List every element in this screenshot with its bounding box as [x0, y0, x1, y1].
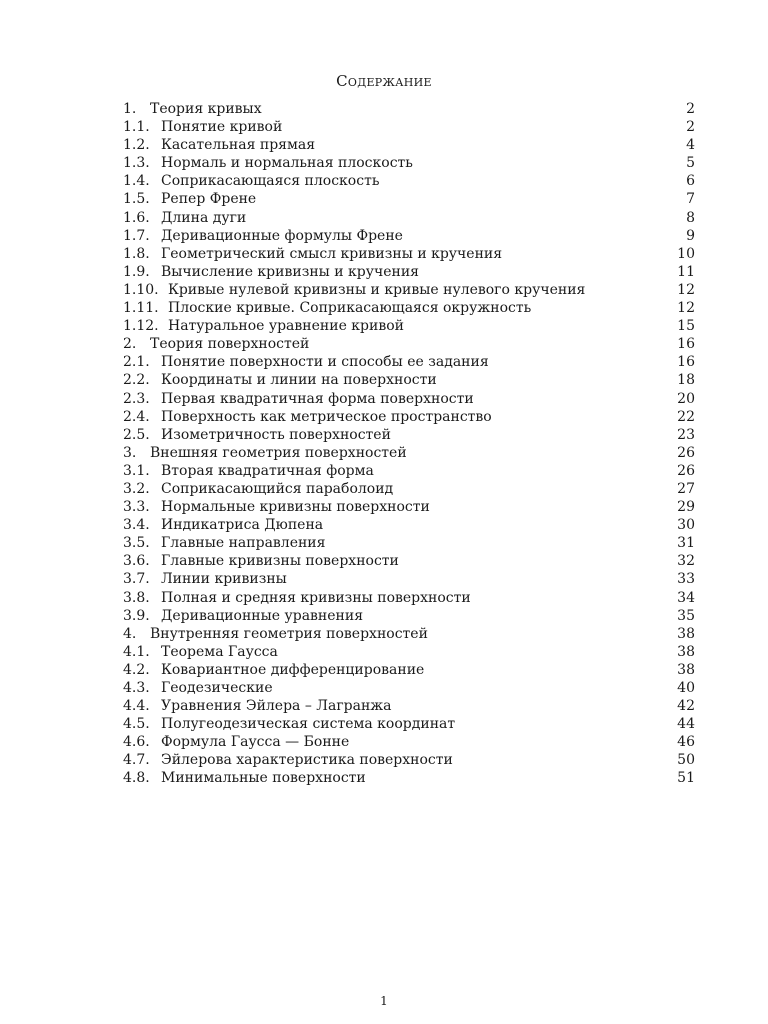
toc-entry[interactable] [123, 317, 695, 335]
toc-entry[interactable] [123, 516, 695, 534]
toc-entry[interactable] [123, 643, 695, 661]
toc-entry[interactable] [123, 625, 695, 643]
toc-entry-number: 1.7. [123, 227, 150, 244]
toc-entry-title: Формула Гаусса — Бонне [161, 734, 350, 751]
toc-entry-number: 2. [123, 336, 137, 353]
toc-entry[interactable] [123, 589, 695, 607]
toc-entry-page: 44 [677, 716, 695, 733]
toc-entry[interactable] [123, 534, 695, 552]
toc-entry-number: 2.5. [123, 426, 150, 443]
toc-entry[interactable] [123, 390, 695, 408]
toc-entry-page: 29 [677, 499, 695, 516]
toc-entry-page: 20 [677, 390, 695, 407]
toc-entry-number: 2.3. [123, 390, 150, 407]
toc-entry-title: Полугеодезическая система координат [161, 716, 456, 733]
toc-entry[interactable] [123, 154, 695, 172]
toc-entry[interactable] [123, 371, 695, 389]
toc-entry-title: Геометрический смысл кривизны и кручения [161, 245, 503, 262]
toc-entry[interactable] [123, 661, 695, 679]
toc-entry[interactable] [123, 281, 695, 299]
toc-entry[interactable] [123, 715, 695, 733]
toc-entry-page: 8 [686, 209, 695, 226]
toc-entry-title: Соприкасающаяся плоскость [161, 173, 380, 190]
toc-entry[interactable] [123, 100, 695, 118]
toc-entry-page: 33 [677, 571, 695, 588]
toc-entry[interactable] [123, 118, 695, 136]
toc-entry-title: Теорема Гаусса [161, 643, 278, 660]
toc-entry-page: 38 [677, 661, 695, 678]
toc-entry-number: 3.7. [123, 571, 150, 588]
toc-entry-title: Деривационные уравнения [161, 607, 364, 624]
toc-entry-page: 23 [677, 426, 695, 443]
toc-entry[interactable] [123, 299, 695, 317]
toc-entry-number: 4.7. [123, 752, 150, 769]
toc-entry-number: 3.2. [123, 480, 150, 497]
toc-entry-title: Главные направления [161, 535, 326, 552]
toc-entry-title: Натуральное уравнение кривой [168, 318, 404, 335]
toc-entry[interactable] [123, 227, 695, 245]
toc-entry-title: Понятие поверхности и способы ее задания [161, 354, 489, 371]
toc-entry-title: Плоские кривые. Соприкасающаяся окружность [168, 300, 532, 317]
toc-entry-page: 6 [686, 173, 695, 190]
toc-entry[interactable] [123, 480, 695, 498]
toc-entry-page: 51 [677, 770, 695, 787]
toc-entry-title: Вычисление кривизны и кручения [161, 263, 420, 280]
toc-entry-title: Касательная прямая [161, 137, 316, 154]
toc-entry-page: 4 [686, 137, 695, 154]
toc-entry-number: 1.8. [123, 245, 150, 262]
toc-entry-title: Кривые нулевой кривизны и кривые нулевого кручения [168, 281, 586, 298]
page-number: 1 [380, 994, 388, 1008]
toc-entry-number: 1.9. [123, 263, 150, 280]
toc-entry[interactable] [123, 408, 695, 426]
toc-entry[interactable] [123, 444, 695, 462]
toc-entry-title: Минимальные поверхности [161, 770, 366, 787]
toc-entry-number: 1.3. [123, 155, 150, 172]
toc-entry-title: Поверхность как метрическое пространство [161, 408, 492, 425]
toc-entry-number: 2.4. [123, 408, 150, 425]
toc-entry[interactable] [123, 136, 695, 154]
toc-entry-page: 35 [677, 607, 695, 624]
toc-entry-page: 15 [677, 318, 695, 335]
toc-entry-number: 1.1. [123, 119, 150, 136]
toc-entry-page: 12 [677, 300, 695, 317]
toc-entry-number: 3.8. [123, 589, 150, 606]
toc-entry[interactable] [123, 498, 695, 516]
toc-entry-page: 22 [677, 408, 695, 425]
toc-entry-page: 34 [677, 589, 695, 606]
toc-entry-title: Внешняя геометрия поверхностей [150, 444, 407, 461]
toc-entry-page: 27 [677, 480, 695, 497]
toc-entry-number: 3. [123, 444, 137, 461]
toc-entry[interactable] [123, 462, 695, 480]
toc-entry-number: 3.6. [123, 553, 150, 570]
toc-entry-number: 4.5. [123, 716, 150, 733]
toc-entry-title: Длина дуги [161, 209, 247, 226]
toc-entry-number: 1.4. [123, 173, 150, 190]
toc-entry-number: 1.2. [123, 137, 150, 154]
toc-entry[interactable] [123, 172, 695, 190]
toc-entry-number: 4.4. [123, 698, 150, 715]
toc-entry-page: 42 [677, 698, 695, 715]
toc-entry-title: Внутренняя геометрия поверхностей [150, 625, 428, 642]
toc-entry-page: 12 [677, 281, 695, 298]
toc-entry-title: Первая квадратичная форма поверхности [161, 390, 474, 407]
page-title: Содержание [336, 72, 432, 90]
toc-entry[interactable] [123, 209, 695, 227]
toc-entry-title: Нормальные кривизны поверхности [161, 499, 430, 516]
toc-entry-page: 2 [686, 119, 695, 136]
toc-entry-title: Эйлерова характеристика поверхности [161, 752, 453, 769]
toc-entry-page: 18 [677, 372, 695, 389]
toc-entry[interactable] [123, 190, 695, 208]
toc-entry-title: Главные кривизны поверхности [161, 553, 399, 570]
table-of-contents [123, 100, 695, 788]
toc-entry-page: 16 [677, 336, 695, 353]
toc-entry-title: Нормаль и нормальная плоскость [161, 155, 413, 172]
toc-entry-page: 26 [677, 462, 695, 479]
toc-entry-number: 2.2. [123, 372, 150, 389]
toc-entry-page: 38 [677, 643, 695, 660]
toc-entry-page: 26 [677, 444, 695, 461]
toc-entry[interactable] [123, 679, 695, 697]
toc-entry-page: 10 [677, 245, 695, 262]
toc-entry[interactable] [123, 769, 695, 787]
toc-entry[interactable] [123, 263, 695, 281]
toc-entry-title: Изометричность поверхностей [161, 426, 391, 443]
toc-entry[interactable] [123, 552, 695, 570]
toc-entry-number: 3.4. [123, 517, 150, 534]
toc-entry-number: 1.10. [123, 281, 159, 298]
toc-entry-page: 16 [677, 354, 695, 371]
toc-entry-page: 40 [677, 680, 695, 696]
toc-entry-title: Геодезические [161, 680, 273, 696]
toc-entry-page: 31 [677, 535, 695, 552]
toc-entry-page: 50 [677, 752, 695, 769]
toc-entry-page: 5 [686, 155, 695, 172]
toc-entry-page: 38 [677, 625, 695, 642]
toc-entry[interactable] [123, 353, 695, 371]
toc-entry[interactable] [123, 570, 695, 588]
toc-entry-page: 7 [686, 191, 695, 208]
toc-entry-title: Полная и средняя кривизны поверхности [161, 589, 471, 606]
toc-entry-number: 1.5. [123, 191, 150, 208]
toc-entry-title: Вторая квадратичная форма [161, 462, 374, 479]
toc-entry-page: 32 [677, 553, 695, 570]
toc-entry-number: 3.3. [123, 499, 150, 516]
toc-entry-number: 4. [123, 625, 137, 642]
toc-entry-page: 30 [677, 517, 695, 534]
toc-entry-title: Уравнения Эйлера – Лагранжа [161, 698, 392, 715]
toc-entry-title: Ковариантное дифференцирование [161, 661, 425, 678]
toc-entry-number: 2.1. [123, 354, 150, 371]
toc-entry-number: 3.1. [123, 462, 150, 479]
toc-entry-number: 1.11. [123, 300, 159, 317]
toc-entry-number: 4.6. [123, 734, 150, 751]
toc-entry-title: Репер Френе [161, 191, 257, 208]
toc-entry-number: 3.9. [123, 607, 150, 624]
toc-entry-page: 11 [677, 263, 695, 280]
toc-entry-number: 4.8. [123, 770, 150, 787]
toc-entry-title: Линии кривизны [161, 571, 287, 588]
toc-entry-number: 3.5. [123, 535, 150, 552]
toc-entry[interactable] [123, 245, 695, 263]
toc-entry[interactable] [123, 751, 695, 769]
toc-entry-title: Понятие кривой [161, 119, 283, 136]
toc-entry-title: Теория поверхностей [150, 336, 310, 353]
toc-entry-title: Координаты и линии на поверхности [161, 372, 437, 389]
toc-entry[interactable] [123, 697, 695, 715]
toc-entry[interactable] [123, 335, 695, 353]
toc-entry-number: 1. [123, 101, 137, 117]
toc-entry-number: 4.2. [123, 661, 150, 678]
toc-entry[interactable] [123, 607, 695, 625]
toc-entry-number: 1.12. [123, 318, 159, 335]
toc-entry-title: Деривационные формулы Френе [161, 227, 403, 244]
toc-entry[interactable] [123, 426, 695, 444]
toc-entry-page: 2 [686, 101, 695, 117]
toc-entry-number: 1.6. [123, 209, 150, 226]
toc-entry-page: 46 [677, 734, 695, 751]
toc-entry-title: Соприкасающийся параболоид [161, 480, 394, 497]
toc-entry-title: Теория кривых [150, 101, 262, 117]
toc-entry-number: 4.3. [123, 680, 150, 696]
toc-entry-title: Индикатриса Дюпена [161, 517, 324, 534]
toc-entry-number: 4.1. [123, 643, 150, 660]
toc-entry-page: 9 [686, 227, 695, 244]
toc-entry[interactable] [123, 733, 695, 751]
